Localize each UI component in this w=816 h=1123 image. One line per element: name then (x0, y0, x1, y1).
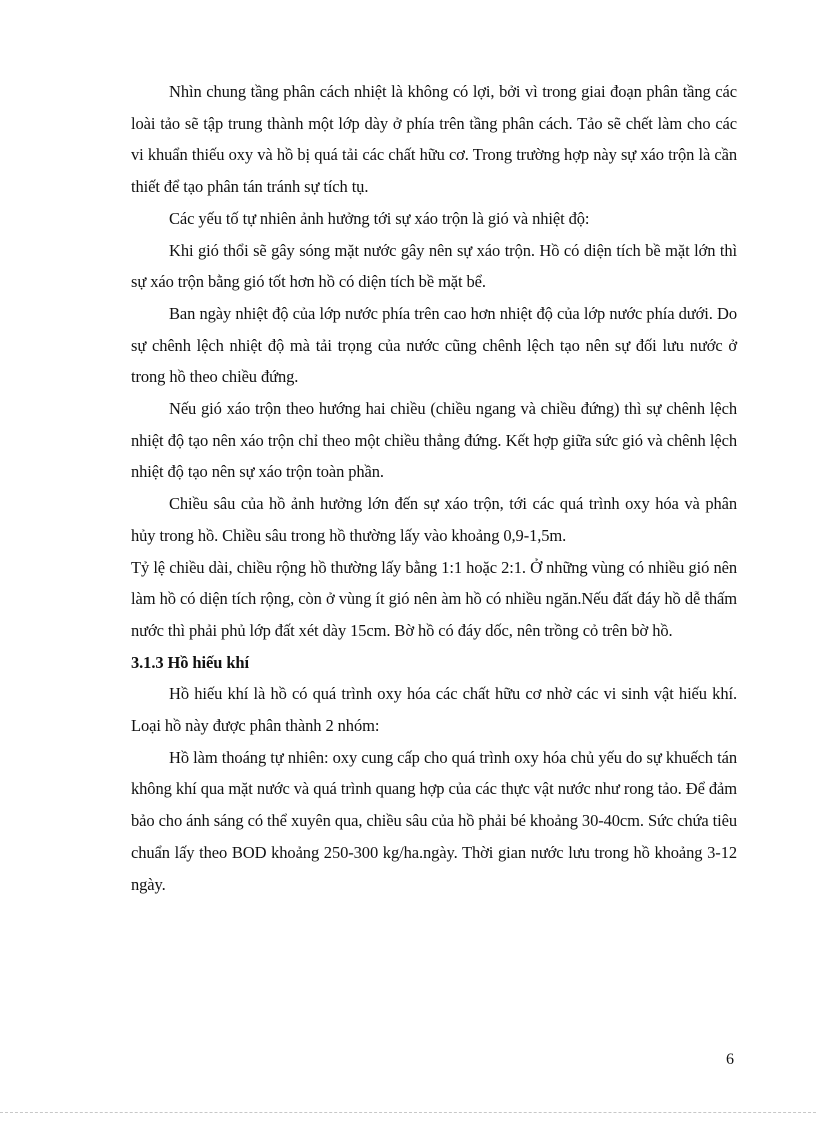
page-number: 6 (726, 1051, 734, 1068)
paragraph: Chiều sâu của hồ ảnh hưởng lớn đến sự xáo trộn, tới các quá trình oxy hóa và phân hủy trong hồ. Chiều sâu trong hồ thường lấy vào khoảng 0,9-1,5m. (131, 494, 737, 545)
paragraph: Ban ngày nhiệt độ của lớp nước phía trên cao hơn nhiệt độ của lớp nước phía dưới. Do sự chênh lệch nhiệt độ mà tải trọng của nước cũng chênh lệch tạo nên sự đối lưu nước ở trong hồ theo chiều đứng. (131, 303, 737, 387)
paragraph: Hồ hiếu khí là hồ có quá trình oxy hóa các chất hữu cơ nhờ các vi sinh vật hiếu khí. Loại hồ này được phân thành 2 nhóm: (131, 684, 737, 736)
body-text (131, 76, 737, 900)
page-bottom-divider (0, 1112, 816, 1113)
paragraph: Khi gió thổi sẽ gây sóng mặt nước gây nên sự xáo trộn. Hồ có diện tích bề mặt lớn thì sự xáo trộn bằng gió tốt hơn hồ có diện tích bề mặt bể. (131, 240, 737, 292)
paragraph: Hồ làm thoáng tự nhiên: oxy cung cấp cho quá trình oxy hóa chủ yếu do sự khuếch tán không khí qua mặt nước và quá trình quang hợp của các thực vật nước như rong tảo. Để đảm bảo cho ánh sáng có thể xuyên qua, chiều sâu của hồ phải bé khoảng 30-40cm. Sức chứa tiêu chuẩn lấy theo BOD khoảng 250-300 kg/ha.ngày. Thời gian nước lưu trong hồ khoảng 3-12 ngày. (131, 747, 737, 894)
paragraph: Nhìn chung tầng phân cách nhiệt là không có lợi, bởi vì trong giai đoạn phân tầng các loài tảo sẽ tập trung thành một lớp dày ở phía trên tầng phân cách. Tảo sẽ chết làm cho các vi khuẩn thiếu oxy và hồ bị quá tải các chất hữu cơ. Trong trường hợp này sự xáo trộn là cần thiết để tạo phân tán tránh sự tích tụ. (131, 82, 737, 197)
paragraph: Tỷ lệ chiều dài, chiều rộng hồ thường lấy bằng 1:1 hoặc 2:1. Ở những vùng có nhiều gió nên làm hồ có diện tích rộng, còn ở vùng ít gió nên àm hồ có nhiều ngăn.Nếu đất đáy hồ dễ thấm nước thì phải phủ lớp đất xét dày 15cm. Bờ hồ có đáy dốc, nên trồng cỏ trên bờ hồ. (131, 557, 737, 640)
section-heading: 3.1.3 Hồ hiếu khí (131, 652, 249, 672)
paragraph: Các yếu tố tự nhiên ảnh hưởng tới sự xáo trộn là gió và nhiệt độ: (169, 208, 590, 228)
paragraph: Nếu gió xáo trộn theo hướng hai chiều (chiều ngang và chiều đứng) thì sự chênh lệch nhiệt độ tạo nên xáo trộn chỉ theo một chiều thẳng đứng. Kết hợp giữa sức gió và chênh lệch nhiệt độ tạo nên sự xáo trộn toàn phần. (131, 399, 737, 482)
